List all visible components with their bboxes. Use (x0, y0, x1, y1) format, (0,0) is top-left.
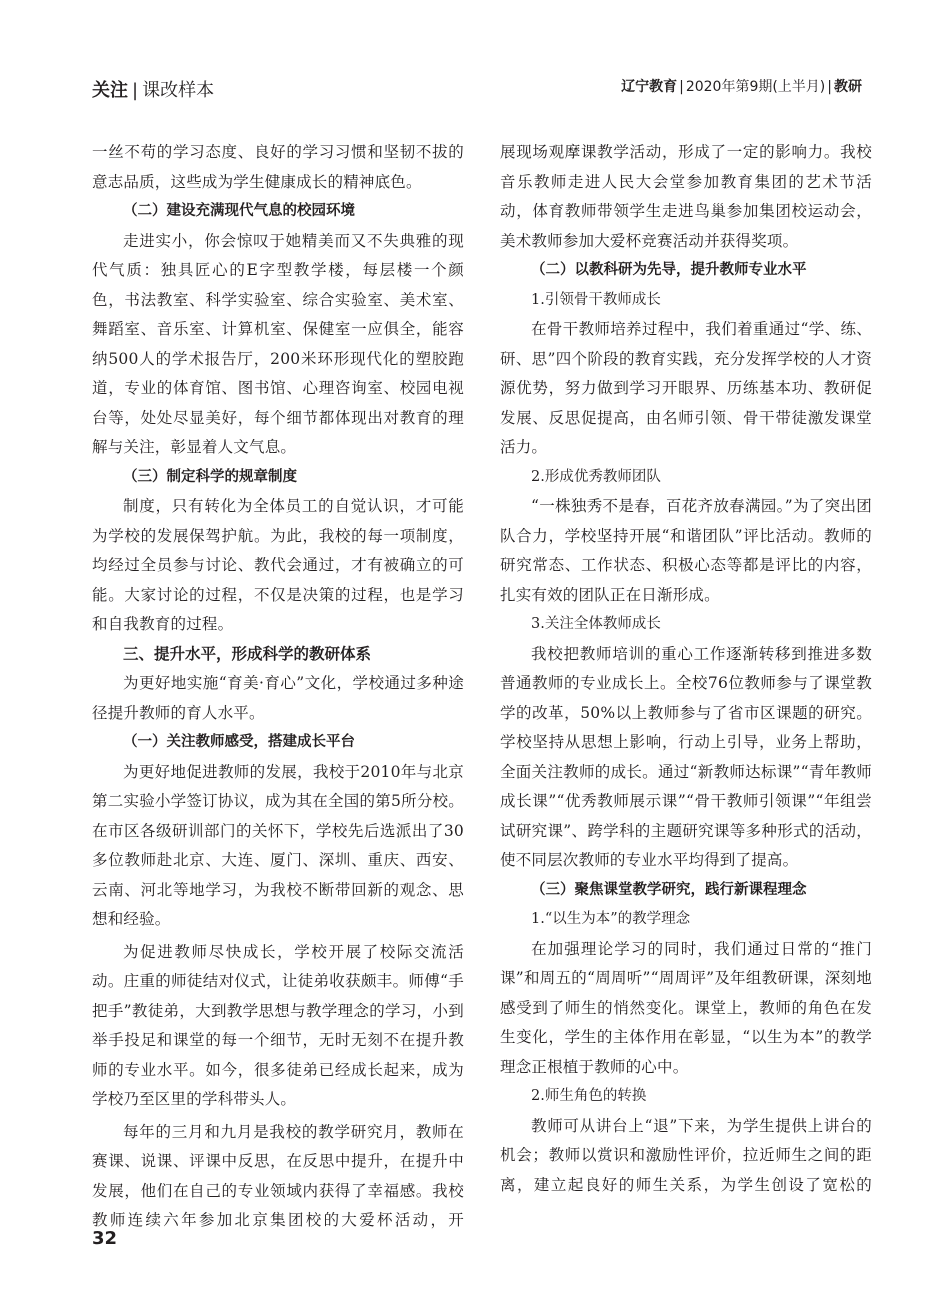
journal-section: 教研 (834, 79, 862, 95)
paragraph: 展现场观摩课教学活动，形成了一定的影响力。我校音乐教师走进人民大会堂参加教育集团的艺术节活动，体育教师带领学生走进鸟巢参加集团校运动会，美术教师参加大爱杯竞赛活动并获得奖项。 (500, 143, 872, 250)
subsection-heading: （三）聚焦课堂教学研究，践行新课程理念 (531, 881, 807, 898)
paragraph: 我校把教师培训的重心工作逐渐转移到推进多数普通教师的专业成长上。全校76位教师参与了课堂教学的改革，50%以上教师参与了省市区课题的研究。学校坚持从思想上影响，行动上引导，业务上帮助，全面关注教师的成长。通过“新教师达标课”“青年教师成长课”“优秀教师展示课”“骨干教师引领课”“年组尝试研究课”、跨学科的主题研究课等多种形式的活动，使不同层次教师的专业水平均得到了提高。 (500, 644, 872, 869)
column-section: 课改样本 (142, 80, 215, 101)
issue-info: 2020年第9期(上半月) (685, 79, 826, 95)
header-divider: | (679, 79, 684, 95)
numbered-heading: 1.引领骨干教师成长 (531, 291, 661, 308)
header-divider: | (132, 80, 139, 101)
numbered-heading: 3.关注全体教师成长 (531, 616, 661, 632)
paragraph: 一丝不苟的学习态度、良好的学习习惯和坚韧不拔的意志品质，这些成为学生健康成长的精神底色。 (92, 143, 464, 191)
paragraph: 在骨干教师培养过程中，我们着重通过“学、练、研、思”四个阶段的教育实践，充分发挥学校的人才资源优势，努力做到学习开眼界、历练基本功、教研促发展、反思促提高，由名师引领、骨干带徒激发课堂活力。 (500, 320, 872, 456)
subsection-heading: （二）建设充满现代气息的校园环境 (123, 203, 355, 219)
paragraph: 在加强理论学习的同时，我们通过日常的“推门课”和周五的“周周听”“周周评”及年组教研课，深刻地感受到了师生的悄然变化。课堂上，教师的角色在发生变化，学生的主体作用在彰显，“以生为本”的教学理念正根植于教师的心中。 (500, 939, 872, 1076)
column-title: 关注 (92, 80, 128, 101)
paragraph: “一株独秀不是春，百花齐放春满园。”为了突出团队合力，学校坚持开展“和谐团队”评比活动。教师的研究常态、工作状态、积极心态等都是评比的内容，扎实有效的团队正在日渐形成。 (500, 497, 872, 604)
header-divider: | (827, 79, 832, 95)
numbered-heading: 2.形成优秀教师团队 (531, 468, 661, 485)
paragraph: 为促进教师尽快成长，学校开展了校际交流活动。庄重的师徒结对仪式，让徒弟收获颇丰。师傅“手把手”教徒弟，大到教学思想与教学理念的学习，小到举手投足和课堂的每一个细节，无时无刻不在提升教师的专业水平。如今，很多徒弟已经成长起来，成为学校乃至区里的学科带头人。 (92, 942, 464, 1108)
section-heading: 三、提升水平，形成科学的教研体系 (123, 644, 372, 663)
right-column (500, 138, 872, 1200)
paragraph: 教师可从讲台上“退”下来，为学生提供上讲台的机会；教师以赏识和激励性评价，拉近师生之间的距离，建立起良好的师生关系，为学生创设了宽松的 (500, 1116, 872, 1194)
running-header-left (92, 76, 214, 102)
paragraph: 为更好地促进教师的发展，我校于2010年与北京第二实验小学签订协议，成为其在全国的第5所分校。在市区各级研训部门的关怀下，学校先后选派出了30多位教师赴北京、大连、厦门、深圳、重庆、西安、云南、河北等地学习，为我校不断带回新的观念、思想和经验。 (92, 762, 464, 928)
journal-name: 辽宁教育 (621, 79, 678, 95)
numbered-heading: 1.“以生为本”的教学理念 (531, 911, 691, 927)
paragraph: 为更好地实施“育美·育心”文化，学校通过多种途径提升教师的育人水平。 (92, 674, 464, 722)
running-header-right (621, 76, 862, 96)
subsection-heading: （一）关注教师感受，搭建成长平台 (123, 734, 355, 750)
paragraph: 制度，只有转化为全体员工的自觉认识，才可能为学校的发展保驾护航。为此，我校的每一项制度，均经过全员参与讨论、教代会通过，才有被确立的可能。大家讨论的过程，不仅是决策的过程，也是学习和自我教育的过程。 (92, 497, 464, 633)
paragraph: 走进实小，你会惊叹于她精美而又不失典雅的现代气质：独具匠心的E字型教学楼，每层楼一个颜色，书法教室、科学实验室、综合实验室、美术室、舞蹈室、音乐室、计算机室、保健室一应俱全，能容纳500人的学术报告厅，200米环形现代化的塑胶跑道，专业的体育馆、图书馆、心理咨询室、校园电视台等，处处尽显美好，每个细节都体现出对教育的理解与关注，彰显着人文气息。 (92, 231, 464, 456)
numbered-heading: 2.师生角色的转换 (531, 1088, 647, 1104)
subsection-heading: （三）制定科学的规章制度 (123, 468, 297, 485)
page-number: 32 (92, 1228, 118, 1249)
subsection-heading: （二）以教科研为先导，提升教师专业水平 (531, 262, 807, 278)
paragraph: 每年的三月和九月是我校的教学研究月，教师在赛课、说课、评课中反思，在反思中提升，在提升中发展，他们在自己的专业领域内获得了幸福感。我校教师连续六年参加北京集团校的大爱杯活动，开 (92, 1122, 464, 1229)
left-column (92, 138, 464, 1236)
